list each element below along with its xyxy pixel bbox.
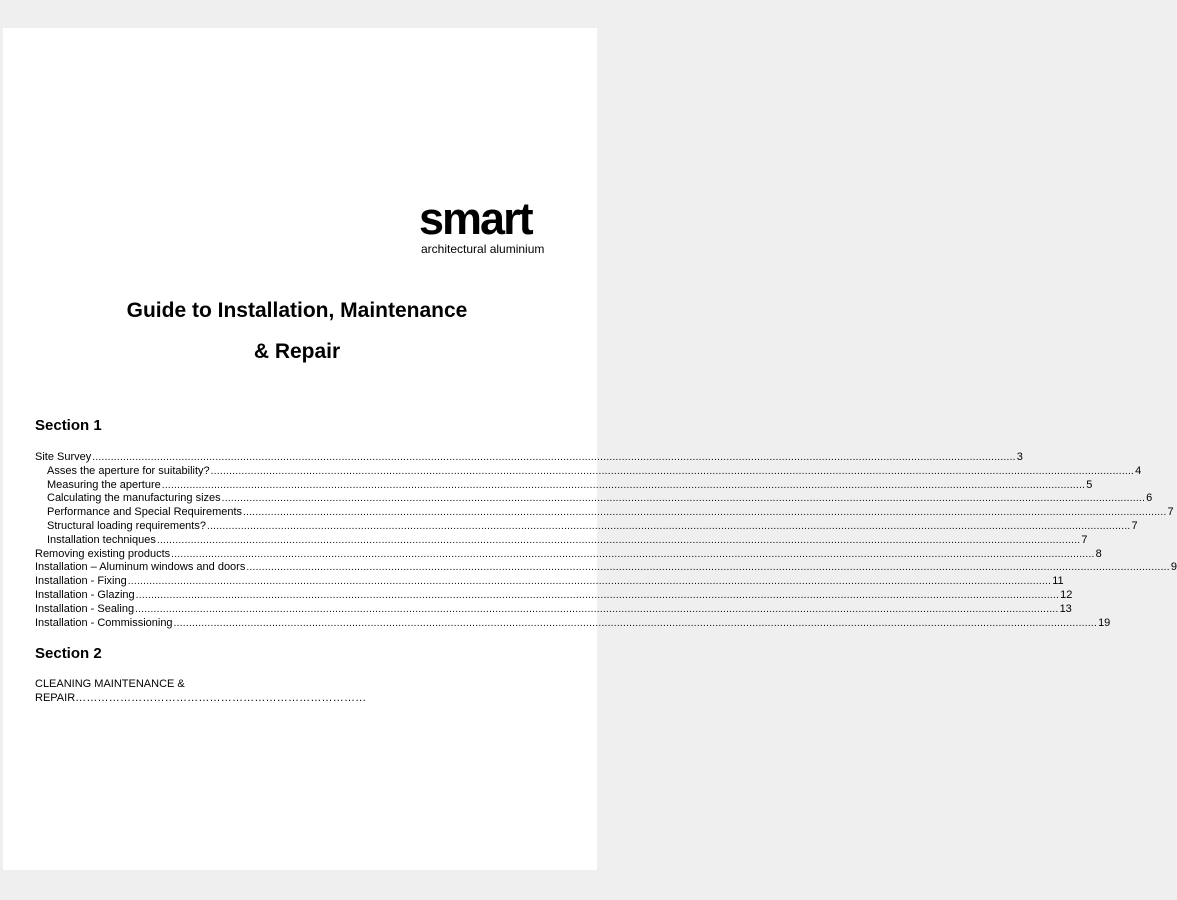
toc-entry[interactable]	[35, 602, 1072, 617]
toc-entry-page-number: 7	[1167, 506, 1174, 519]
toc-entry[interactable]	[35, 464, 1142, 479]
toc-entry-page-number: 7	[1131, 519, 1138, 532]
logo-wordmark: smart	[419, 193, 532, 244]
toc-entry[interactable]	[35, 547, 1102, 562]
toc-entry-label: Asses the aperture for suitability?	[47, 464, 210, 477]
toc-entry-label: Installation - Sealing	[35, 602, 135, 615]
toc-entry-page-number: 6	[1146, 492, 1153, 505]
toc-entry-page-number: 4	[1135, 464, 1142, 477]
toc-entry-page-number: 8	[1095, 547, 1102, 560]
toc-entry-label: Installation – Aluminum windows and doors	[35, 561, 246, 574]
toc-entry-leader: ............................................................................................................................................................................................................................................................................................................	[135, 589, 1060, 601]
section-2-entry-line-2	[35, 691, 435, 705]
logo-tagline: architectural aluminium	[421, 242, 545, 256]
toc-entry-label: Installation - Commissioning	[35, 616, 173, 629]
section-2-entry-leader: ……………………………………………………………………	[75, 692, 367, 704]
document-page	[3, 28, 1177, 870]
section-2-entry-label: REPAIR	[35, 692, 76, 704]
toc-entry[interactable]	[35, 575, 1064, 589]
toc-entry-leader: ............................................................................................................................................................................................................................................................................................................	[127, 576, 1052, 588]
toc-entry-label: Installation - Fixing	[35, 575, 127, 588]
toc-entry-label: Installation techniques	[47, 533, 156, 546]
toc-entry-label: Installation - Glazing	[35, 588, 135, 601]
toc-entry-page-number: 13	[1059, 602, 1072, 615]
toc-entry-leader: ............................................................................................................................................................................................................................................................................................................	[243, 507, 1167, 519]
toc-entry-leader: ............................................................................................................................................................................................................................................................................................................	[246, 562, 1170, 574]
toc-entry-page-number: 5	[1086, 478, 1093, 491]
section-2-entry[interactable]	[35, 677, 435, 705]
toc-entry-leader: ............................................................................................................................................................................................................................................................................................................	[135, 603, 1059, 615]
section-2-entry-line-1: CLEANING MAINTENANCE &	[35, 678, 185, 690]
toc-entry[interactable]	[35, 451, 1023, 465]
toc-entry-leader: ............................................................................................................................................................................................................................................................................................................	[210, 465, 1135, 477]
toc-entry-page-number: 9	[1170, 561, 1177, 574]
toc-entry-leader: ............................................................................................................................................................................................................................................................................................................	[161, 479, 1086, 491]
toc-entry-page-number: 19	[1098, 616, 1111, 629]
toc-entry-leader: ............................................................................................................................................................................................................................................................................................................	[173, 617, 1098, 629]
toc-entry-label: Measuring the aperture	[47, 478, 161, 491]
toc-entry-leader: ............................................................................................................................................................................................................................................................................................................	[206, 520, 1131, 532]
toc-entry-label: Structural loading requirements?	[47, 519, 206, 532]
toc-entry-page-number: 11	[1052, 575, 1064, 588]
toc-entry[interactable]	[35, 588, 1073, 603]
toc-entry[interactable]	[35, 561, 1177, 575]
toc-entry-label: Site Survey	[35, 451, 92, 463]
toc-entry-label: Removing existing products	[35, 547, 171, 560]
toc-entry[interactable]	[35, 492, 1153, 506]
toc-entry-label: Calculating the manufacturing sizes	[47, 492, 221, 505]
toc-entry[interactable]	[35, 519, 1138, 534]
section-1-heading: Section 1	[35, 417, 102, 434]
table-of-contents	[35, 451, 1177, 630]
company-logo	[419, 193, 565, 256]
toc-entry[interactable]	[35, 506, 1174, 520]
toc-entry-label: Performance and Special Requirements	[47, 506, 243, 519]
toc-entry-leader: ............................................................................................................................................................................................................................................................................................................	[221, 493, 1146, 505]
toc-entry-leader: ............................................................................................................................................................................................................................................................................................................	[156, 534, 1081, 546]
toc-entry[interactable]	[35, 616, 1111, 631]
document-title-line-2: & Repair	[253, 340, 341, 363]
toc-entry[interactable]	[35, 478, 1093, 493]
toc-entry[interactable]	[35, 533, 1088, 548]
toc-entry-page-number: 12	[1060, 588, 1073, 601]
toc-entry-page-number: 3	[1016, 451, 1023, 463]
toc-entry-leader: ............................................................................................................................................................................................................................................................................................................	[92, 452, 1016, 463]
section-2-heading: Section 2	[35, 645, 102, 662]
toc-entry-page-number: 7	[1081, 533, 1088, 546]
document-title-line-1: Guide to Installation, Maintenance	[126, 299, 468, 322]
toc-entry-leader: ............................................................................................................................................................................................................................................................................................................	[171, 548, 1095, 560]
